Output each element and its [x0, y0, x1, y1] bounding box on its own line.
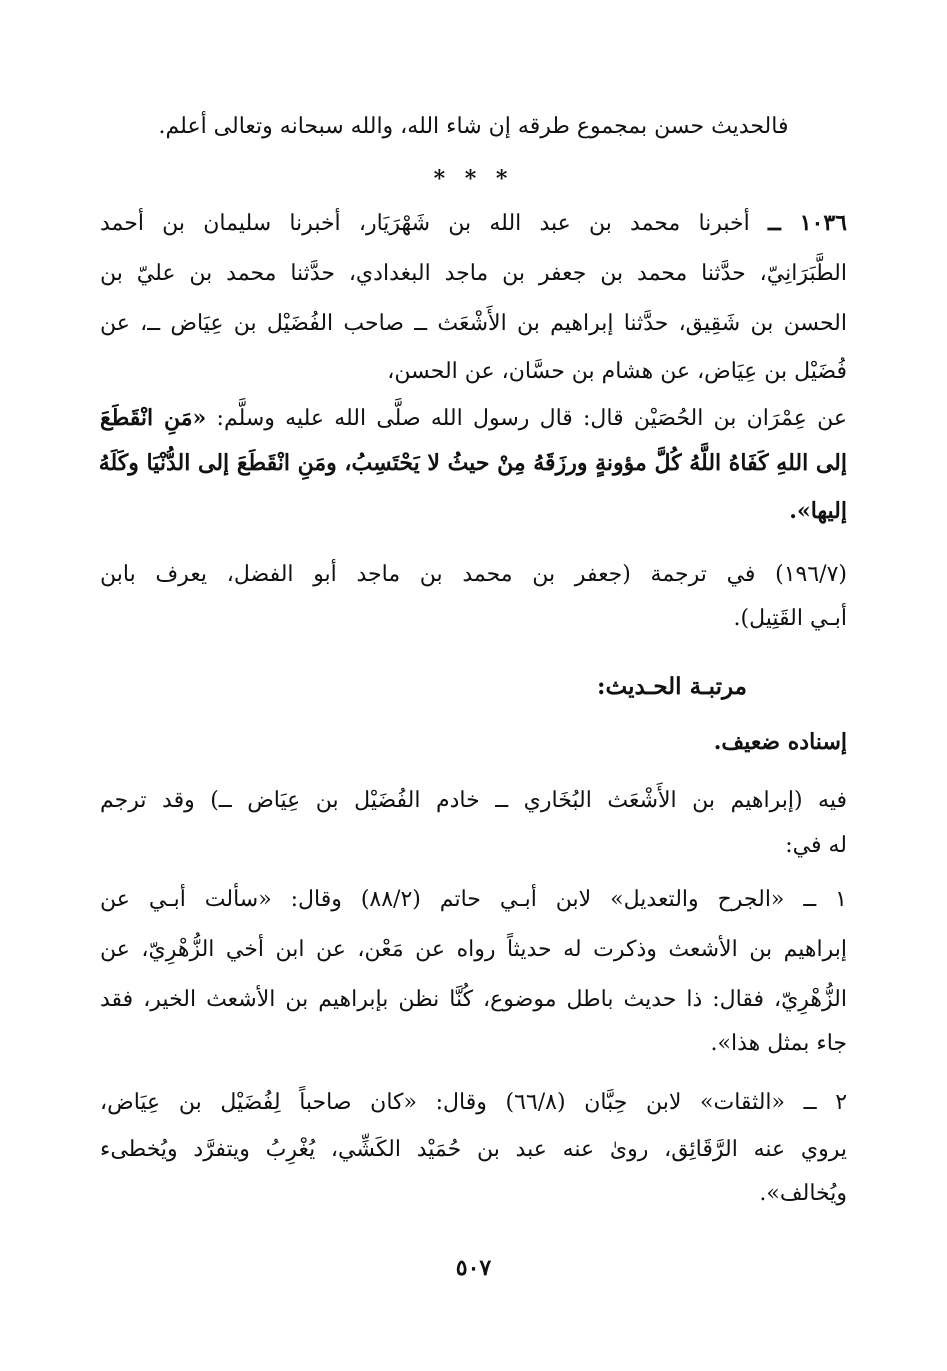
- ref2-line-3: ويُخالف».: [759, 1181, 847, 1206]
- ref1-line-1: ١ ــ «الجرح والتعديل» لابن أبـي حاتم (٨٨/٢) وقال: «سألت أبـي عن: [100, 887, 847, 912]
- matn-line-1: «مَنِ انْقَطَعَ: [100, 405, 207, 431]
- matn-intro: عن عِمْرَان بن الحُصَيْن قال: قال رسول الله صلَّى الله عليه وسلَّم:: [216, 406, 847, 431]
- source-line-2: أبـي القَتِيل).: [733, 606, 847, 631]
- matn-line-3: إليها».: [789, 498, 847, 524]
- note-line-2: له في:: [785, 833, 847, 858]
- isnad-line-3: الحسن بن شَقِيق، حدَّثنا إبراهيم بن الأَشْعَث ــ صاحب الفُضَيْل بن عِيَاض ــ، عن: [100, 311, 847, 336]
- rank-value: إسناده ضعيف.: [713, 729, 847, 755]
- ref1-line-2: إبراهيم بن الأشعث وذكرت له حديثاً رواه عن مَعْن، عن ابن أخي الزُّهْرِيّ، عن: [100, 937, 847, 962]
- note-line-1: فيه (إبراهيم بن الأَشْعَث البُخَاري ــ خادم الفُضَيْل بن عِيَاض ــ) وقد ترجم: [100, 788, 847, 813]
- matn-first-line: [100, 404, 847, 433]
- matn-line-2: إلى اللهِ كَفَاهُ اللَّهُ كُلَّ مؤونةٍ ورزَقَهُ مِنْ حيثُ لا يَحْتَسِبُ، ومَنِ انْقَطَعَ إلى الدُّنْيَا وكَلَهُ: [98, 450, 847, 476]
- section-separator: * * *: [433, 166, 514, 192]
- isnad-line-1: أخبرنا محمد بن عبد الله بن شَهْرَيَار، أخبرنا سليمان بن أحمد: [100, 211, 750, 236]
- page-number: ٥٠٧: [455, 1255, 492, 1281]
- hadith-first-line: [100, 209, 847, 238]
- isnad-line-2: الطَّبَرَانِيّ، حدَّثنا محمد بن جعفر بن ماجد البغدادي، حدَّثنا محمد بن عليّ بن: [100, 261, 847, 286]
- isnad-line-4: فُضَيْل بن عِيَاض، عن هشام بن حسَّان، عن الحسن،: [387, 359, 847, 384]
- hadith-number: ١٠٣٦ ــ: [767, 210, 847, 236]
- source-line-1: (١٩٦/٧) في ترجمة (جعفر بن محمد بن ماجد أبو الفضل، يعرف بابن: [100, 562, 847, 587]
- rank-heading: مرتبـة الحـديث:: [597, 673, 747, 700]
- ref1-line-3: الزُّهْرِيّ، فقال: ذا حديث باطل موضوع، كُنَّا نظن بإبراهيم بن الأشعث الخير، فقد: [100, 987, 847, 1012]
- ref2-line-1: ٢ ــ «الثقات» لابن حِبَّان (٦٦/٨) وقال: «كان صاحباً لِفُضَيْل بن عِيَاض،: [100, 1090, 848, 1115]
- ref1-line-4: جاء بمثل هذا».: [710, 1031, 847, 1056]
- intro-line: فالحديث حسن بمجموع طرقه إن شاء الله، والله سبحانه وتعالى أعلم.: [158, 114, 789, 139]
- ref2-line-2: يروي عنه الرَّقَائِق، روىٰ عنه عبد بن حُمَيْد الكَشِّي، يُغْرِبُ ويتفرَّد ويُخطىء: [100, 1137, 847, 1162]
